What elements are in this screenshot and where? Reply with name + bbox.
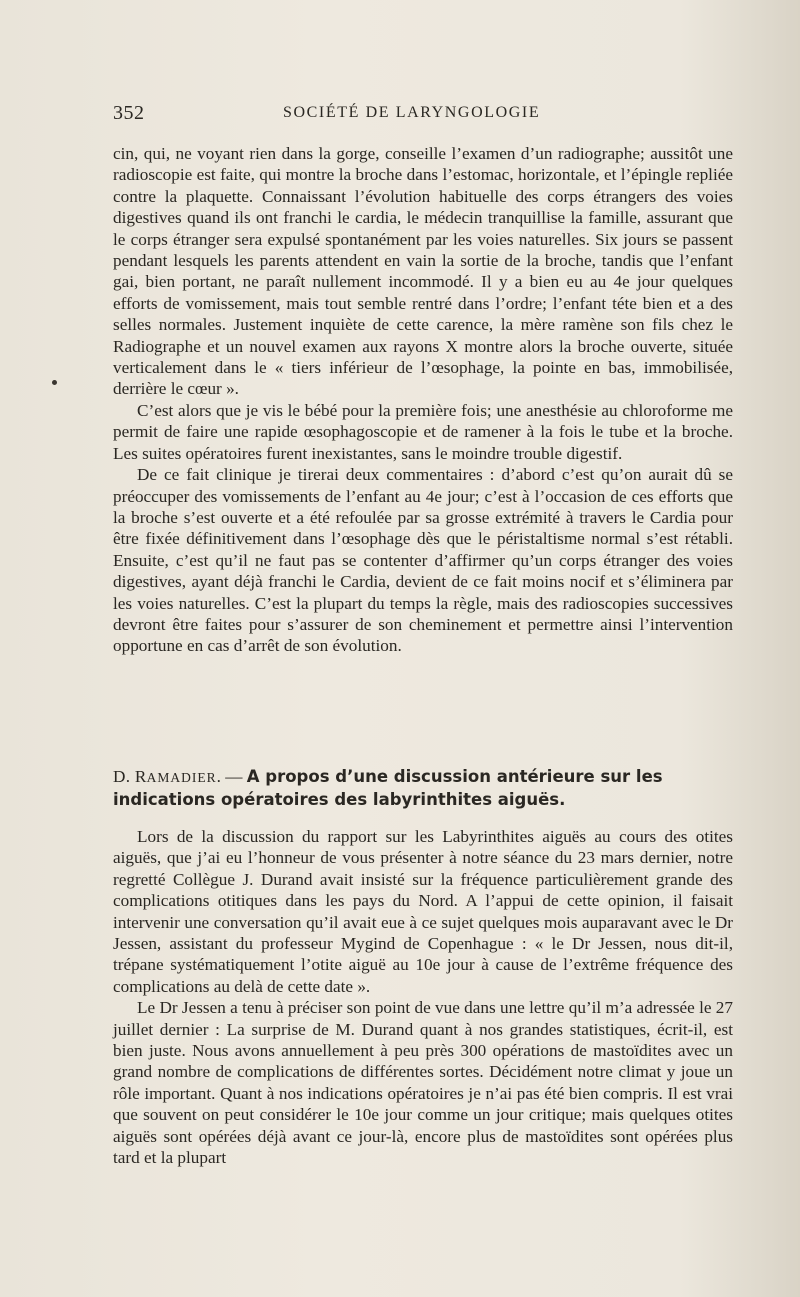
page-header <box>113 102 733 128</box>
case-report-text <box>113 143 733 657</box>
heading-dash: . — <box>216 767 247 786</box>
paragraph: C’est alors que je vis le bébé pour la première fois; une anesthésie au chloroforme me permit de faire une rapide œsophagoscopie et de ramener à la fois le tube et la broche. Les suites opératoires furent inexistantes, sans le moindre trouble digestif. <box>113 400 733 463</box>
running-head: SOCIÉTÉ DE LARYNGOLOGIE <box>283 104 541 121</box>
paragraph: De ce fait clinique je tirerai deux commentaires : d’abord c’est qu’on aurait dû se préoccuper des vomissements de l’enfant au 4e jour; c’est à l’occasion de ces efforts que la broche s’est ouverte et a été refoulée par sa grosse extrémité à travers le Cardia pour être fixée définitivement dans l’œsophage dès que le péristaltisme normal s’est rétabli. Ensuite, c’est qu’il ne faut pas se contenter d’affirmer qu’un corps étranger des voies digestives, ayant déjà franchi le Cardia, devient de ce fait moins nocif et s’éliminera par les voies naturelles. C’est la plupart du temps la règle, mais des radioscopies successives devront être faites pour s’assurer de son cheminement et permettre ainsi l’intervention opportune en cas d’arrêt de son évolution. <box>113 465 733 656</box>
section-text <box>113 826 733 1169</box>
paragraph: Lors de la discussion du rapport sur les Labyrinthites aiguës au cours des otites aiguës, que j’ai eu l’honneur de vous présenter à notre séance du 23 mars dernier, notre regretté Collègue J. Durand avait insisté sur la fréquence particulièrement grande des complications otitiques dans les pays du Nord. A l’appui de cette opinion, il faisait intervenir une conversation qu’il avait eue à ce sujet quelques mois auparavant avec le Dr Jessen, assistant du professeur Mygind de Copenhague : « le Dr Jessen, nous dit-il, trépane systématiquement l’otite aiguë au 10e jour à cause de l’extrême fréquence des complications au delà de cette date ». <box>113 827 733 996</box>
section-heading <box>113 766 733 811</box>
page-number: 352 <box>113 102 145 124</box>
author-initial: D. R <box>113 767 147 786</box>
paragraph: Le Dr Jessen a tenu à préciser son point de vue dans une lettre qu’il m’a adressée le 27 juillet dernier : La surprise de M. Durand quant à nos grandes statistiques, écrit-il, est bien juste. Nous avons annuellement à peu près 300 opérations de mastoïdites avec un grand nombre de complications de différentes sortes. Décidément notre climat y joue un rôle important. Quant à nos indications opératoires je n’ai pas été bien compris. Il est vrai que souvent on peut considérer le 10e jour comme un jour critique; mais quelques otites aiguës sont opérées déjà avant ce jour-là, encore plus de mastoïdites sont opérées plus tard et la plupart <box>113 998 733 1168</box>
margin-mark <box>52 380 57 385</box>
section-title: A propos d’une discussion antérieure sur les indications opératoires des labyrinthites aiguës. <box>113 767 663 809</box>
paragraph: cin, qui, ne voyant rien dans la gorge, conseille l’examen d’un radiographe; aussitôt une radioscopie est faite, qui montre la broche dans l’estomac, horizontale, et l’épingle repliée contre la plaquette. Connaissant l’évolution habituelle des corps étrangers des voies digestives quand ils ont franchi le cardia, le médecin tranquillise la famille, assurant que le corps étranger sera expulsé spontanément par les voies naturelles. Six jours se passent pendant lesquels les parents attendent en vain la sortie de la broche, tandis que l’enfant gai, bien portant, ne paraît nullement incommodé. Il y a bien eu au 4e jour quelques efforts de vomissement, mais tout semble rentré dans l’ordre; l’enfant téte bien et a des selles normales. Justement inquiète de cette carence, la mère ramène son fils chez le Radiographe et un nouvel examen aux rayons X montre alors la broche ouverte, située verticalement dans le « tiers inférieur de l’œsophage, la pointe en bas, immobilisée, derrière le cœur ». <box>113 144 733 399</box>
author-surname: AMADIER <box>146 770 217 785</box>
